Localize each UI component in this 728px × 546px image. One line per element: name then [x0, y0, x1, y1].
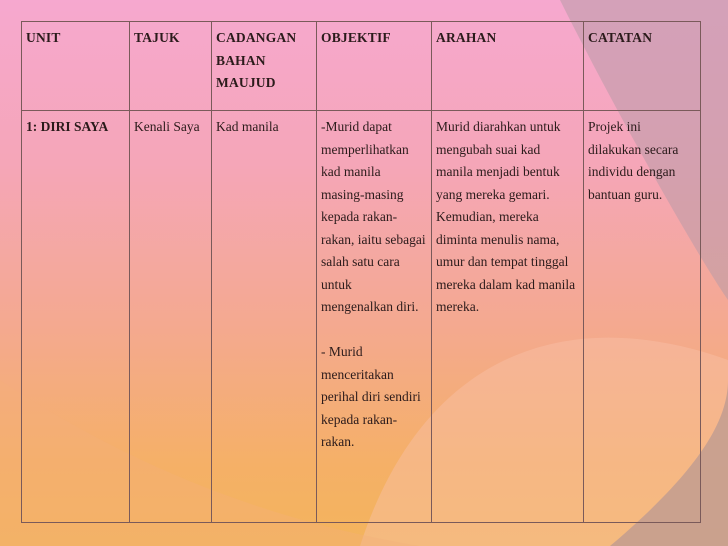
table-row — [22, 111, 701, 523]
header-row — [22, 22, 701, 111]
cell-arahan: Murid diarahkan untuk mengubah suai kad manila menjadi bentuk yang mereka gemari. Kemudian, mereka diminta menulis nama, umur dan tempat tinggal mereka dalam kad manila mereka. — [432, 111, 584, 523]
cell-cadangan: Kad manila — [212, 111, 317, 523]
cell-catatan: Projek ini dilakukan secara individu dengan bantuan guru. — [584, 111, 701, 523]
header-catatan: CATATAN — [584, 22, 701, 111]
header-cadangan-bahan-maujud: CADANGAN BAHAN MAUJUD — [212, 22, 317, 111]
header-tajuk: TAJUK — [130, 22, 212, 111]
lesson-plan-table — [21, 21, 701, 523]
header-objektif: OBJEKTIF — [317, 22, 432, 111]
cell-tajuk: Kenali Saya — [130, 111, 212, 523]
header-arahan: ARAHAN — [432, 22, 584, 111]
cell-unit: 1: DIRI SAYA — [22, 111, 130, 523]
header-unit: UNIT — [22, 22, 130, 111]
cell-objektif: -Murid dapat memperlihatkan kad manila masing-masing kepada rakan-rakan, iaitu sebagai salah satu cara untuk mengenalkan diri. - Murid menceritakan perihal diri sendiri kepada rakan-rakan. — [317, 111, 432, 523]
